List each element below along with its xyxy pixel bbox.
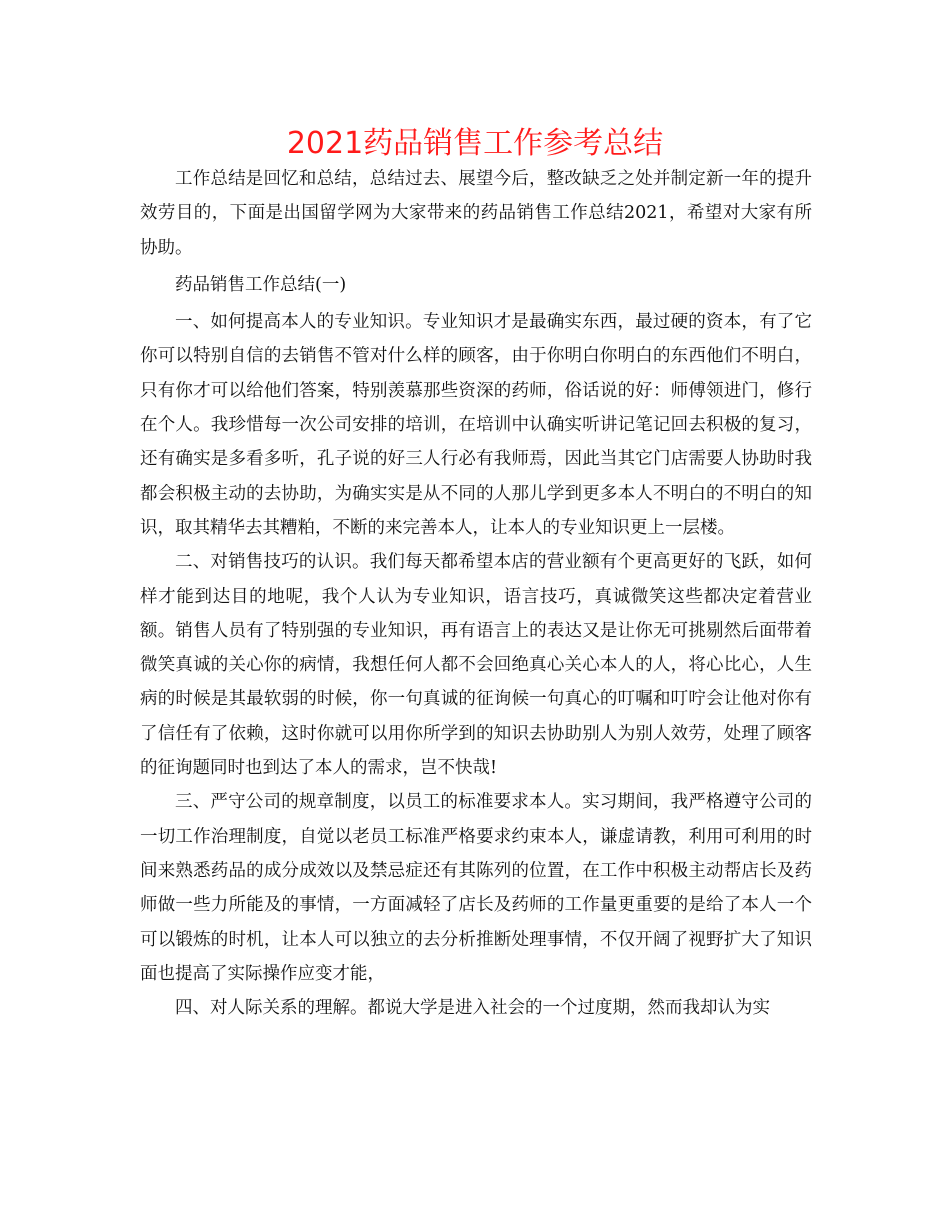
paragraph-professional-knowledge: 一、如何提高本人的专业知识。专业知识才是最确实东西，最过硬的资本，有了它你可以特别自信的去销售不管对什么样的顾客，由于你明白你明白的东西他们不明白，只有你才可以给他们答案，特别羡慕那些资深的药师，俗话说的好：师傅领进门，修行在个人。我珍惜每一次公司安排的培训，在培训中认确实听讲记笔记回去积极的复习，还有确实是多看多听，孔子说的好三人行必有我师焉，因此当其它门店需要人协助时我都会积极主动的去协助，为确实实是从不同的人那儿学到更多本人不明白的不明白的知识，取其精华去其糟粕，不断的来完善本人，让本人的专业知识更上一层楼。 bbox=[140, 312, 812, 538]
paragraph-sales-skills: 二、对销售技巧的认识。我们每天都希望本店的营业额有个更高更好的飞跃，如何样才能到达目的地呢，我个人认为专业知识，语言技巧，真诚微笑这些都决定着营业额。销售人员有了特别强的专业知识，再有语言上的表达又是让你无可挑剔然后面带着微笑真诚的关心你的病情，我想任何人都不会回绝真心关心本人的人，将心比心，人生病的时候是其最软弱的时候，你一句真诚的征询候一句真心的叮嘱和叮咛会让他对你有了信任有了依赖，这时你就可以用你所学到的知识去协助别人为别人效劳，处理了顾客的征询题同时也到达了本人的需求，岂不快哉! bbox=[140, 552, 812, 779]
intro-paragraph: 工作总结是回忆和总结，总结过去、展望今后，整改缺乏之处并制定新一年的提升效劳目的，下面是出国留学网为大家带来的药品销售工作总结2021，希望对大家有所协助。 bbox=[140, 169, 812, 258]
document-body bbox=[140, 162, 812, 1025]
section-heading: 药品销售工作总结(一) bbox=[175, 274, 347, 295]
paragraph-company-rules: 三、严守公司的规章制度，以员工的标准要求本人。实习期间，我严格遵守公司的一切工作治理制度，自觉以老员工标准严格要求约束本人，谦虚请教，利用可利用的时间来熟悉药品的成分成效以及禁忌症还有其陈列的位置，在工作中积极主动帮店长及药师做一些力所能及的事情，一方面减轻了店长及药师的工作量更重要的是给了本人一个可以锻炼的时机，让本人可以独立的去分析推断处理事情，不仅开阔了视野扩大了知识面也提高了实际操作应变才能， bbox=[140, 792, 812, 984]
document-title: 2021药品销售工作参考总结 bbox=[286, 126, 664, 161]
paragraph-relationships: 四、对人际关系的理解。都说大学是进入社会的一个过度期，然而我却认为实 bbox=[175, 998, 770, 1019]
